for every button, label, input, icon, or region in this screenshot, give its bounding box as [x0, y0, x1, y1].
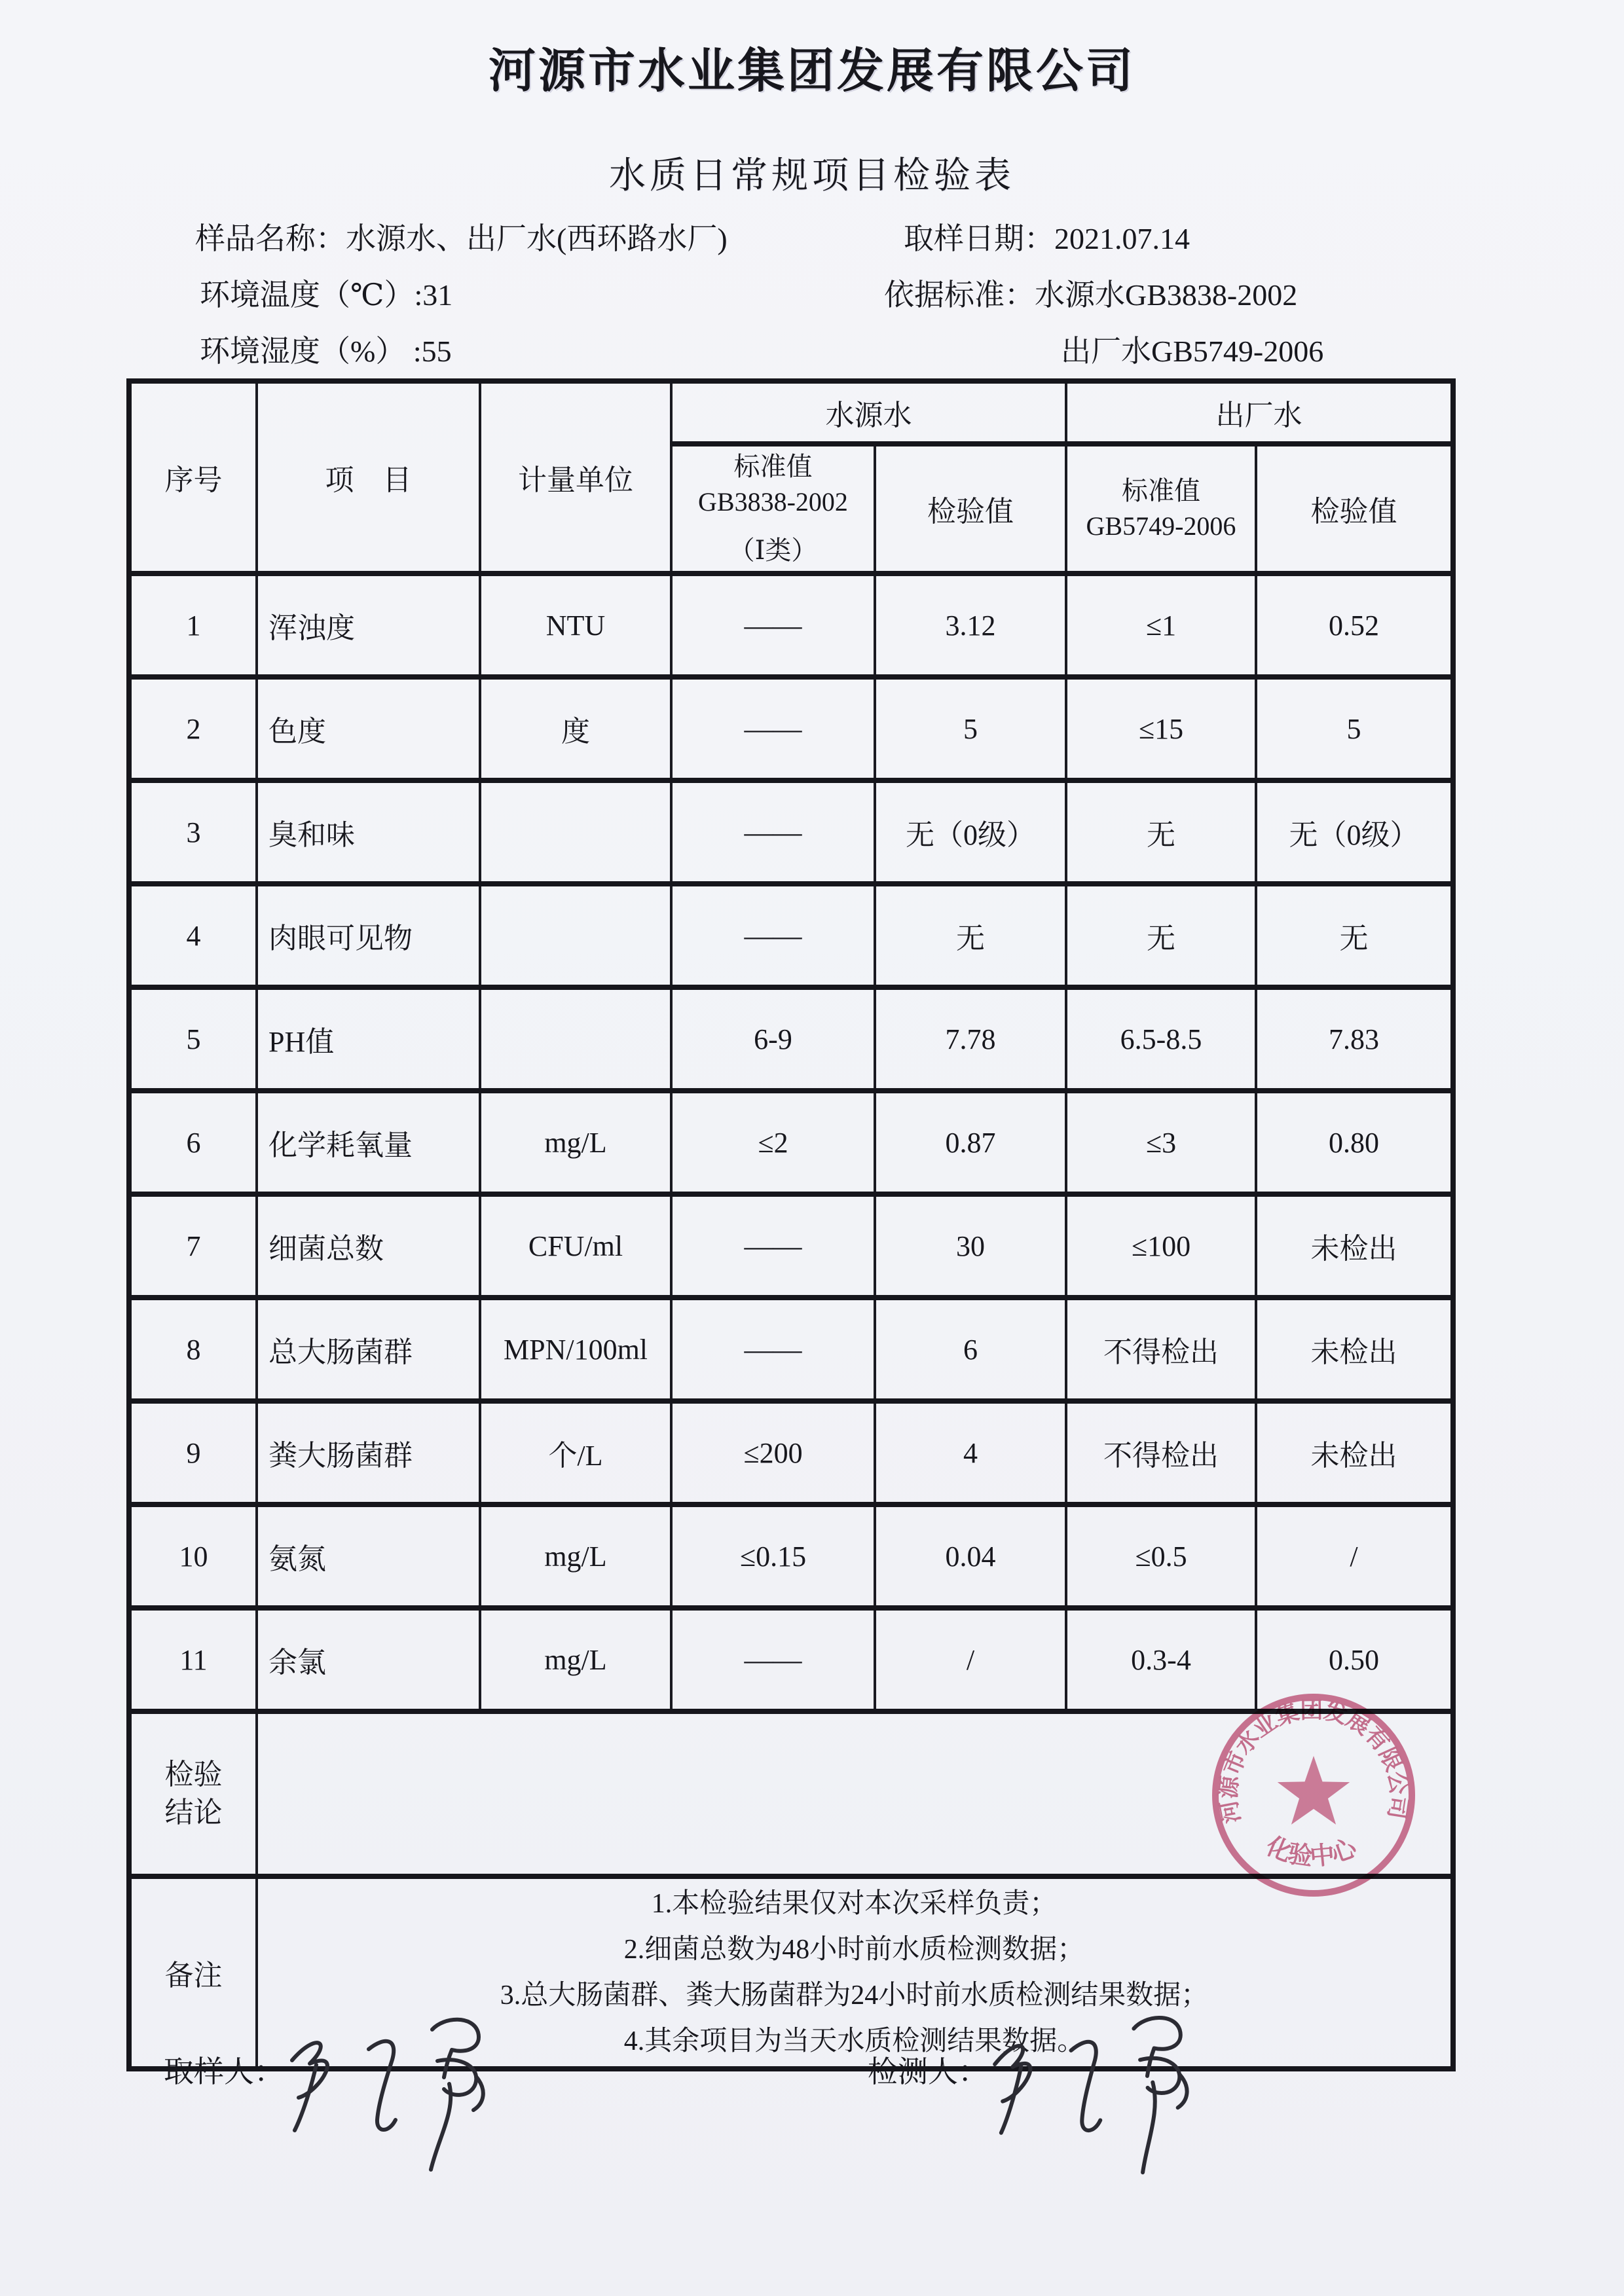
conclusion-label-line2: 结论	[164, 1796, 223, 1829]
env-temperature-label: 环境温度（℃）:	[200, 278, 423, 312]
remark-line: 2.细菌总数为48小时前水质检测数据；	[623, 1935, 1085, 1965]
water-quality-table	[126, 378, 1456, 2071]
cell-no: 3	[129, 780, 257, 884]
cell-fac-std: 不得检出	[1066, 1298, 1256, 1401]
document-title: 水质日常规项目检验表	[609, 156, 1015, 196]
table-row-fecal-coliform	[129, 1401, 1453, 1504]
cell-no: 7	[129, 1194, 257, 1298]
remark-line: 1.本检验结果仅对本次采样负责；	[651, 1889, 1058, 1919]
table-row-cod	[129, 1091, 1453, 1194]
stamp-ring-text: 河源市水业集团发展有限公司	[1215, 1697, 1412, 1826]
env-temperature-line	[200, 271, 452, 314]
cell-item: PH值	[257, 987, 480, 1091]
table-row-turbidity	[129, 574, 1453, 677]
cell-item: 浑浊度	[257, 574, 480, 677]
cell-src-val: 30	[875, 1194, 1066, 1298]
cell-unit: CFU/ml	[480, 1194, 671, 1298]
cell-src-std: ≤0.15	[671, 1504, 875, 1608]
conclusion-label-line1: 检验	[164, 1758, 223, 1791]
factory-standard-line1: 标准值	[1122, 476, 1200, 505]
cell-no: 10	[129, 1504, 257, 1608]
cell-unit: 个/L	[480, 1401, 671, 1504]
cell-no: 11	[129, 1608, 257, 1711]
cell-fac-val: 0.52	[1256, 574, 1453, 677]
cell-item: 色度	[257, 677, 480, 780]
sampling-date-value: 2021.07.14	[1054, 222, 1190, 255]
cell-fac-val: 7.83	[1256, 987, 1453, 1091]
cell-src-val: 无（0级）	[875, 780, 1066, 884]
cell-src-val: 无	[875, 884, 1066, 987]
cell-fac-val: 未检出	[1256, 1401, 1453, 1504]
tester-signature	[984, 1998, 1233, 2195]
cell-fac-std: ≤1	[1066, 574, 1256, 677]
cell-no: 1	[129, 574, 257, 677]
cell-fac-val: 0.80	[1256, 1091, 1453, 1194]
cell-item: 余氯	[257, 1608, 480, 1711]
cell-fac-val: 5	[1256, 677, 1453, 780]
sampling-date-line	[904, 215, 1190, 258]
cell-item: 化学耗氧量	[257, 1091, 480, 1194]
cell-item: 肉眼可见物	[257, 884, 480, 987]
sample-name-label: 样品名称：	[195, 222, 346, 255]
standard-factory-water: 出厂水GB5749-2006	[1061, 335, 1324, 368]
col-header-unit: 计量单位	[480, 381, 671, 574]
cell-src-std: ——	[671, 677, 875, 780]
cell-no: 8	[129, 1298, 257, 1401]
cell-fac-val: 0.50	[1256, 1608, 1453, 1711]
standard-source-water: 水源水GB3838-2002	[1035, 278, 1298, 312]
cell-no: 5	[129, 987, 257, 1091]
cell-src-std: ——	[671, 1608, 875, 1711]
cell-unit	[480, 987, 671, 1091]
cell-src-std: ——	[671, 1194, 875, 1298]
cell-fac-std: ≤3	[1066, 1091, 1256, 1194]
cell-item: 氨氮	[257, 1504, 480, 1608]
cell-fac-std: 无	[1066, 884, 1256, 987]
table-row-odor	[129, 780, 1453, 884]
col-header-source-checkvalue: 检验值	[875, 444, 1066, 574]
sampling-date-label: 取样日期：	[904, 222, 1054, 255]
source-standard-line3: （Ⅰ类）	[728, 536, 818, 565]
cell-src-val: 4	[875, 1401, 1066, 1504]
cell-unit: NTU	[480, 574, 671, 677]
cell-src-std: ——	[671, 574, 875, 677]
env-humidity-line	[200, 327, 452, 371]
cell-src-std: ≤2	[671, 1091, 875, 1194]
table-row-total-coliform	[129, 1298, 1453, 1401]
company-name: 河源市水业集团发展有限公司	[488, 45, 1135, 98]
cell-src-val: 3.12	[875, 574, 1066, 677]
env-humidity-label: 环境湿度（%） :	[200, 335, 422, 368]
cell-fac-val: /	[1256, 1504, 1453, 1608]
table-row-color	[129, 677, 1453, 780]
cell-src-std: ——	[671, 780, 875, 884]
cell-item: 臭和味	[257, 780, 480, 884]
tester-label: 检测人：	[868, 2055, 988, 2088]
cell-src-std: 6-9	[671, 987, 875, 1091]
table-row-bacteria-count	[129, 1194, 1453, 1298]
cell-item: 粪大肠菌群	[257, 1401, 480, 1504]
cell-fac-val: 无	[1256, 884, 1453, 987]
cell-item: 总大肠菌群	[257, 1298, 480, 1401]
sample-name-value: 水源水、出厂水(西环路水厂)	[346, 222, 728, 255]
env-temperature-value: 31	[422, 278, 453, 312]
sampler-label: 取样人：	[164, 2055, 284, 2088]
conclusion-value	[257, 1711, 1453, 1876]
table-row-ph	[129, 987, 1453, 1091]
cell-fac-val: 未检出	[1256, 1194, 1453, 1298]
standard-basis-label: 依据标准：	[884, 278, 1035, 312]
table-row-ammonia	[129, 1504, 1453, 1608]
cell-src-val: 6	[875, 1298, 1066, 1401]
cell-src-val: /	[875, 1608, 1066, 1711]
conclusion-label	[129, 1711, 257, 1876]
source-standard-line1: 标准值	[733, 452, 813, 481]
cell-unit: mg/L	[480, 1608, 671, 1711]
factory-standard-line2: GB5749-2006	[1086, 511, 1236, 541]
cell-fac-std: ≤0.5	[1066, 1504, 1256, 1608]
col-group-factory-water: 出厂水	[1066, 381, 1453, 444]
col-header-no: 序号	[129, 381, 257, 574]
cell-fac-std: ≤15	[1066, 677, 1256, 780]
cell-fac-std: ≤100	[1066, 1194, 1256, 1298]
cell-unit	[480, 884, 671, 987]
cell-src-std: ——	[671, 884, 875, 987]
cell-src-std: ——	[671, 1298, 875, 1401]
cell-fac-std: 6.5-8.5	[1066, 987, 1256, 1091]
col-header-item: 项 目	[257, 381, 480, 574]
remark-line: 4.其余项目为当天水质检测结果数据。	[623, 2026, 1085, 2056]
cell-src-val: 7.78	[875, 987, 1066, 1091]
cell-unit: mg/L	[480, 1504, 671, 1608]
col-group-source-water: 水源水	[671, 381, 1066, 444]
cell-fac-std: 无	[1066, 780, 1256, 884]
conclusion-row	[129, 1711, 1453, 1876]
cell-unit: MPN/100ml	[480, 1298, 671, 1401]
sample-name-line	[195, 215, 728, 258]
cell-unit: 度	[480, 677, 671, 780]
cell-no: 6	[129, 1091, 257, 1194]
remarks-label: 备注	[129, 1876, 257, 2069]
cell-fac-val: 未检出	[1256, 1298, 1453, 1401]
cell-fac-std: 0.3-4	[1066, 1608, 1256, 1711]
table-row-visible-matter	[129, 884, 1453, 987]
cell-fac-val: 无（0级）	[1256, 780, 1453, 884]
standard-basis-line	[884, 271, 1297, 314]
cell-src-std: ≤200	[671, 1401, 875, 1504]
cell-unit	[480, 780, 671, 884]
cell-no: 2	[129, 677, 257, 780]
cell-src-val: 0.04	[875, 1504, 1066, 1608]
env-humidity-value: 55	[421, 335, 452, 368]
source-standard-line2: GB3838-2002	[698, 487, 848, 517]
cell-unit: mg/L	[480, 1091, 671, 1194]
remark-line: 3.总大肠菌群、粪大肠菌群为24小时前水质检测结果数据；	[500, 1980, 1209, 2011]
stamp-center-text: 化验中心	[1262, 1832, 1361, 1871]
cell-src-val: 5	[875, 677, 1066, 780]
table-header-group-row	[129, 381, 1453, 444]
cell-no: 9	[129, 1401, 257, 1504]
sampler-signature	[280, 1998, 529, 2195]
cell-no: 4	[129, 884, 257, 987]
col-header-factory-standard	[1066, 444, 1256, 574]
cell-item: 细菌总数	[257, 1194, 480, 1298]
col-header-source-standard	[671, 444, 875, 574]
cell-fac-std: 不得检出	[1066, 1401, 1256, 1504]
cell-src-val: 0.87	[875, 1091, 1066, 1194]
col-header-factory-checkvalue: 检验值	[1256, 444, 1453, 574]
table-row-residual-chlorine	[129, 1608, 1453, 1711]
